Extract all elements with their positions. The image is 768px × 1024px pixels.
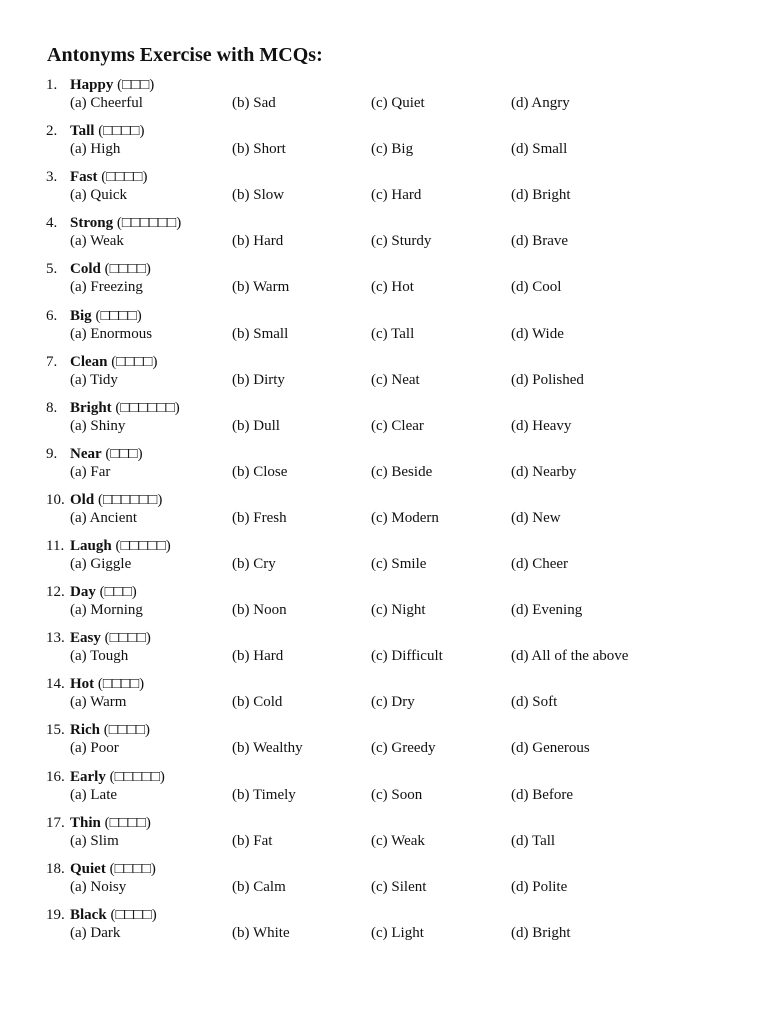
question-item: [0, 814, 768, 860]
question-number: 14.: [46, 676, 65, 693]
question-word: Rich: [70, 722, 100, 739]
question-item: [0, 307, 768, 353]
option-c: (c) Sturdy: [371, 233, 432, 250]
option-c: (c) Neat: [371, 371, 420, 388]
question-item: [0, 214, 768, 260]
question-item: [0, 168, 768, 214]
option-d: (d) Angry: [511, 95, 570, 111]
question-number: 15.: [46, 722, 65, 739]
question-text: Bright (□□□□□□): [70, 399, 180, 416]
option-d: (d) Generous: [511, 740, 590, 757]
question-hint: □□□□□□: [120, 399, 175, 416]
option-a: (a) Poor: [70, 740, 119, 757]
question-hint: □□□: [104, 584, 132, 601]
option-b: (b) Dull: [232, 417, 280, 434]
question-hint: □□□□: [109, 630, 146, 647]
page-title: Antonyms Exercise with MCQs:: [47, 44, 323, 66]
question-number: 9.: [46, 445, 58, 462]
question-hint: □□□: [122, 77, 150, 93]
option-a: (a) Weak: [70, 233, 124, 250]
question-hint: □□□□□□: [121, 215, 177, 232]
question-number: 5.: [46, 261, 58, 278]
question-item: [0, 491, 768, 537]
option-a: (a) Enormous: [70, 325, 153, 342]
option-b: (b) Fat: [232, 832, 273, 849]
question-word: Cold: [70, 261, 101, 278]
option-b: (b) Dirty: [232, 371, 285, 388]
question-hint: □□□□□: [120, 538, 166, 554]
option-c: (c) Beside: [371, 463, 433, 480]
option-a: (a) Far: [70, 463, 111, 480]
option-b: (b) Slow: [232, 187, 285, 204]
option-c: (c) Soon: [371, 786, 423, 803]
question-text: Cold (□□□□): [70, 261, 151, 278]
option-b: (b) Small: [232, 325, 289, 342]
question-text: Easy (□□□□): [70, 630, 151, 647]
option-d: (d) Small: [511, 141, 568, 158]
question-number: 8.: [46, 399, 58, 416]
option-a: (a) Ancient: [70, 509, 138, 526]
option-b: (b) Timely: [232, 786, 296, 803]
question-item: [0, 629, 768, 675]
question-item: [0, 675, 768, 721]
option-d: (d) Tall: [511, 832, 556, 849]
question-item: [0, 721, 768, 767]
option-a: (a) Quick: [70, 187, 128, 204]
question-text: Rich (□□□□): [70, 722, 150, 739]
option-c: (c) Tall: [371, 325, 415, 342]
option-c: (c) Smile: [371, 556, 427, 572]
option-b: (b) Short: [232, 141, 286, 158]
option-b: (b) Hard: [232, 648, 284, 665]
question-item: [0, 445, 768, 491]
question-text: Quiet (□□□□): [70, 860, 156, 877]
question-text: Near (□□□): [70, 445, 143, 462]
question-text: Big (□□□□): [70, 307, 142, 324]
question-word: Hot: [70, 676, 95, 693]
option-a: (a) Tidy: [70, 371, 118, 388]
question-word: Easy: [70, 630, 101, 647]
question-number: 1.: [46, 77, 58, 93]
question-number: 11.: [46, 538, 65, 554]
option-d: (d) Bright: [511, 187, 571, 204]
question-number: 3.: [46, 169, 58, 186]
question-item: [0, 583, 768, 629]
question-word: Black: [70, 906, 107, 923]
question-word: Old: [70, 491, 95, 508]
question-text: Black (□□□□): [70, 906, 157, 923]
option-a: (a) Warm: [70, 694, 127, 711]
question-hint: □□□□□□: [102, 491, 158, 508]
question-hint: □□□□: [115, 906, 152, 923]
question-text: Tall (□□□□): [70, 123, 145, 140]
option-c: (c) Greedy: [371, 740, 436, 757]
question-number: 16.: [46, 768, 65, 785]
question-hint: □□□□□: [114, 768, 160, 785]
question-word: Bright: [70, 399, 112, 416]
option-d: (d) Nearby: [511, 463, 577, 480]
option-b: (b) Cold: [232, 694, 283, 711]
option-d: (d) Heavy: [511, 417, 572, 434]
option-c: (c) Clear: [371, 417, 424, 434]
question-hint: □□□□: [116, 353, 153, 370]
option-c: (c) Difficult: [371, 648, 443, 665]
option-a: (a) Slim: [70, 832, 119, 849]
question-text: Strong (□□□□□□): [70, 215, 182, 232]
option-b: (b) Calm: [232, 878, 286, 895]
question-word: Day: [70, 584, 96, 601]
question-hint: □□□□: [109, 261, 146, 278]
option-c: (c) Hot: [371, 279, 414, 296]
question-number: 12.: [46, 584, 65, 601]
option-d: (d) All of the above: [511, 648, 629, 665]
option-d: (d) New: [511, 509, 561, 526]
option-b: (b) Sad: [232, 95, 276, 111]
option-c: (c) Weak: [371, 832, 425, 849]
question-number: 17.: [46, 814, 65, 831]
option-d: (d) Polished: [511, 371, 584, 388]
question-item: [0, 76, 768, 122]
question-hint: □□□□: [102, 676, 140, 693]
question-hint: □□□□: [100, 307, 137, 324]
question-hint: □□□□: [108, 722, 145, 739]
question-text: Early (□□□□□): [70, 768, 165, 785]
option-d: (d) Before: [511, 786, 574, 803]
option-b: (b) Cry: [232, 556, 276, 572]
question-item: [0, 906, 768, 952]
option-a: (a) Noisy: [70, 878, 127, 895]
question-hint: □□□: [110, 445, 138, 462]
option-b: (b) Fresh: [232, 509, 287, 526]
option-d: (d) Cheer: [511, 556, 569, 572]
question-hint: □□□□: [114, 860, 151, 877]
question-word: Early: [70, 768, 106, 785]
option-d: (d) Soft: [511, 694, 558, 711]
question-hint: □□□□: [106, 169, 143, 186]
option-d: (d) Evening: [511, 602, 583, 619]
question-item: [0, 768, 768, 814]
question-text: Day (□□□): [70, 584, 137, 601]
question-item: [0, 353, 768, 399]
option-b: (b) Wealthy: [232, 740, 303, 757]
question-word: Clean: [70, 353, 108, 370]
question-text: Hot (□□□□): [70, 676, 145, 693]
option-c: (c) Light: [371, 924, 424, 941]
option-c: (c) Night: [371, 602, 426, 619]
option-a: (a) Giggle: [70, 556, 132, 572]
question-item: [0, 399, 768, 445]
question-word: Strong: [70, 215, 114, 232]
question-text: Clean (□□□□): [70, 353, 158, 370]
option-b: (b) Warm: [232, 279, 290, 296]
option-a: (a) Cheerful: [70, 95, 143, 111]
question-number: 4.: [46, 215, 58, 232]
option-c: (c) Silent: [371, 878, 427, 895]
option-a: (a) Dark: [70, 924, 121, 941]
question-item: [0, 260, 768, 306]
option-a: (a) Tough: [70, 648, 129, 665]
question-number: 19.: [46, 906, 65, 923]
question-word: Laugh: [70, 538, 112, 554]
question-hint: □□□□: [109, 814, 146, 831]
question-word: Thin: [70, 814, 101, 831]
option-d: (d) Cool: [511, 279, 562, 296]
option-c: (c) Hard: [371, 187, 422, 204]
option-c: (c) Quiet: [371, 95, 425, 111]
option-b: (b) White: [232, 924, 290, 941]
question-text: Fast (□□□□): [70, 169, 148, 186]
question-text: Old (□□□□□□): [70, 491, 163, 508]
option-d: (d) Bright: [511, 924, 571, 941]
question-word: Fast: [70, 169, 98, 186]
question-number: 10.: [46, 491, 65, 508]
option-b: (b) Close: [232, 463, 288, 480]
option-a: (a) Morning: [70, 602, 143, 619]
option-a: (a) High: [70, 141, 121, 158]
question-number: 18.: [46, 860, 65, 877]
option-c: (c) Dry: [371, 694, 415, 711]
question-number: 2.: [46, 123, 58, 140]
option-b: (b) Hard: [232, 233, 284, 250]
question-word: Big: [70, 307, 92, 324]
option-c: (c) Modern: [371, 509, 439, 526]
question-text: Happy (□□□): [70, 77, 155, 93]
option-d: (d) Brave: [511, 233, 569, 250]
question-word: Tall: [70, 123, 95, 140]
question-number: 13.: [46, 630, 65, 647]
option-c: (c) Big: [371, 141, 414, 158]
question-text: Laugh (□□□□□): [70, 538, 171, 554]
question-word: Quiet: [70, 860, 106, 877]
question-word: Near: [70, 445, 102, 462]
option-a: (a) Freezing: [70, 279, 143, 296]
question-number: 6.: [46, 307, 58, 324]
question-hint: □□□□: [103, 123, 140, 140]
question-number: 7.: [46, 353, 58, 370]
option-a: (a) Shiny: [70, 417, 126, 434]
option-a: (a) Late: [70, 786, 118, 803]
option-b: (b) Noon: [232, 602, 287, 619]
question-item: [0, 860, 768, 906]
option-d: (d) Polite: [511, 878, 568, 895]
question-text: Thin (□□□□): [70, 814, 151, 831]
question-item: [0, 122, 768, 168]
option-d: (d) Wide: [511, 325, 564, 342]
question-item: [0, 537, 768, 583]
question-word: Happy: [70, 77, 114, 93]
